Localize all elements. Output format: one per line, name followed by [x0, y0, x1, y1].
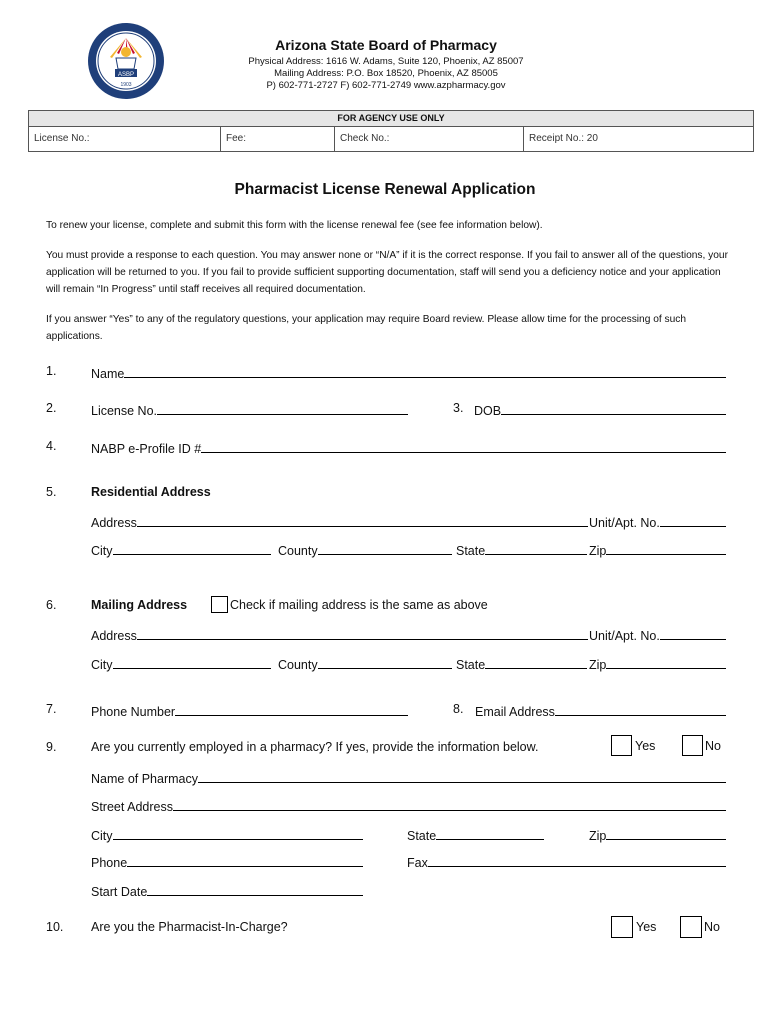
mail-address-label: Address — [91, 629, 137, 643]
res-address-field[interactable] — [137, 513, 588, 527]
q1-label: Name — [91, 367, 125, 381]
seal-year: 1903 — [120, 82, 132, 88]
nabp-id-field[interactable] — [201, 439, 726, 453]
q10-label: Are you the Pharmacist-In-Charge? — [91, 920, 288, 934]
pharmacy-street-label: Street Address — [91, 800, 173, 814]
res-zip-field[interactable] — [606, 541, 726, 555]
q10-number: 10. — [46, 920, 64, 934]
mailing-address: Mailing Address: P.O. Box 18520, Phoenix, AZ 85005 — [274, 68, 498, 79]
res-county-field[interactable] — [318, 541, 452, 555]
res-city-field[interactable] — [113, 541, 271, 555]
seal-initials: ASBP — [117, 72, 135, 78]
mail-state-label: State — [456, 658, 486, 672]
res-city-label: City — [91, 544, 113, 558]
res-state-label: State — [456, 544, 486, 558]
mail-address-field[interactable] — [137, 626, 588, 640]
pharmacy-city-label: City — [91, 829, 113, 843]
res-county-label: County — [278, 544, 318, 558]
same-address-label: Check if mailing address is the same as above — [230, 597, 488, 612]
agency-check-field[interactable]: Check No.: — [335, 127, 524, 151]
res-address-label: Address — [91, 516, 137, 530]
q4-number: 4. — [46, 439, 57, 453]
contact-info: P) 602-771-2727 F) 602-771-2749 www.azpharmacy.gov — [266, 80, 506, 91]
q2-number: 2. — [46, 401, 57, 415]
org-name: Arizona State Board of Pharmacy — [275, 37, 497, 53]
license-number-field[interactable] — [157, 401, 408, 415]
q6-label: Mailing Address — [91, 598, 188, 612]
q7-number: 7. — [46, 702, 57, 716]
q9-yes-label: Yes — [635, 738, 656, 753]
mail-county-label: County — [278, 658, 318, 672]
pharmacy-fax-field[interactable] — [428, 853, 726, 867]
agency-fee-field[interactable]: Fee: — [221, 127, 335, 151]
q5-label: Residential Address — [91, 485, 211, 499]
start-date-field[interactable] — [147, 882, 363, 896]
mail-unit-field[interactable] — [660, 626, 726, 640]
pharmacy-fax-label: Fax — [407, 856, 428, 870]
start-date-label: Start Date — [91, 885, 148, 899]
pharmacy-zip-label: Zip — [589, 829, 607, 843]
q9-yes-checkbox[interactable] — [611, 735, 632, 756]
q3-label: DOB — [474, 404, 502, 418]
pharmacy-state-field[interactable] — [436, 826, 544, 840]
q2-label: License No. — [91, 404, 158, 418]
pharmacy-name-field[interactable] — [198, 769, 726, 783]
q9-no-checkbox[interactable] — [682, 735, 703, 756]
pharmacy-state-label: State — [407, 829, 437, 843]
name-field[interactable] — [124, 364, 726, 378]
email-field[interactable] — [555, 702, 726, 716]
board-seal-logo — [87, 22, 165, 100]
q10-no-checkbox[interactable] — [680, 916, 702, 938]
mail-county-field[interactable] — [318, 655, 452, 669]
mail-state-field[interactable] — [485, 655, 587, 669]
res-state-field[interactable] — [485, 541, 587, 555]
mail-zip-label: Zip — [589, 658, 607, 672]
mail-zip-field[interactable] — [606, 655, 726, 669]
q10-no-label: No — [704, 920, 720, 934]
pharmacy-phone-label: Phone — [91, 856, 128, 870]
pharmacy-city-field[interactable] — [113, 826, 363, 840]
q8-label: Email Address — [475, 705, 555, 719]
q4-label: NABP e-Profile ID # — [91, 442, 202, 456]
phone-field[interactable] — [175, 702, 408, 716]
res-unit-label: Unit/Apt. No. — [589, 516, 660, 530]
pharmacy-street-field[interactable] — [173, 797, 726, 811]
physical-address: Physical Address: 1616 W. Adams, Suite 120, Phoenix, AZ 85007 — [248, 56, 524, 67]
q10-yes-checkbox[interactable] — [611, 916, 633, 938]
same-address-checkbox[interactable] — [211, 596, 228, 613]
q9-no-label: No — [705, 738, 721, 753]
res-unit-field[interactable] — [660, 513, 726, 527]
q10-yes-label: Yes — [636, 920, 657, 934]
agency-use-table — [28, 110, 754, 152]
regulatory-note: If you answer “Yes” to any of the regulatory questions, your application may require Board review. Please allow time for the processing of such applications. — [46, 314, 687, 342]
pharmacy-name-label: Name of Pharmacy — [91, 772, 198, 786]
mail-city-label: City — [91, 658, 113, 672]
intro-text: To renew your license, complete and submit this form with the license renewal fee (see fee information below). — [46, 220, 543, 231]
dob-field[interactable] — [501, 401, 726, 415]
res-zip-label: Zip — [589, 544, 607, 558]
mail-unit-label: Unit/Apt. No. — [589, 629, 660, 643]
agency-receipt-field[interactable]: Receipt No.: 20 — [529, 133, 598, 144]
q3-number: 3. — [453, 401, 464, 415]
pharmacy-phone-field[interactable] — [127, 853, 363, 867]
agency-license-field[interactable]: License No.: — [29, 127, 221, 151]
pharmacy-zip-field[interactable] — [606, 826, 726, 840]
q9-label: Are you currently employed in a pharmacy? If yes, provide the information below. — [91, 740, 539, 754]
instructions-text: You must provide a response to each question. You may answer none or “N/A” if it is the correct response. If you fail to answer all of the questions, your application will be returned to you. If you fail to provide sufficient supporting documentation, staff will send you a deficiency notice and your application will remain “In Progress” until staff receives all required documentation. — [46, 250, 728, 295]
q5-number: 5. — [46, 485, 57, 499]
q1-number: 1. — [46, 364, 57, 378]
mail-city-field[interactable] — [113, 655, 271, 669]
q9-number: 9. — [46, 740, 57, 754]
q6-number: 6. — [46, 598, 57, 612]
agency-heading: FOR AGENCY USE ONLY — [29, 111, 753, 127]
form-title: Pharmacist License Renewal Application — [234, 181, 536, 198]
q7-label: Phone Number — [91, 705, 176, 719]
q8-number: 8. — [453, 702, 464, 716]
